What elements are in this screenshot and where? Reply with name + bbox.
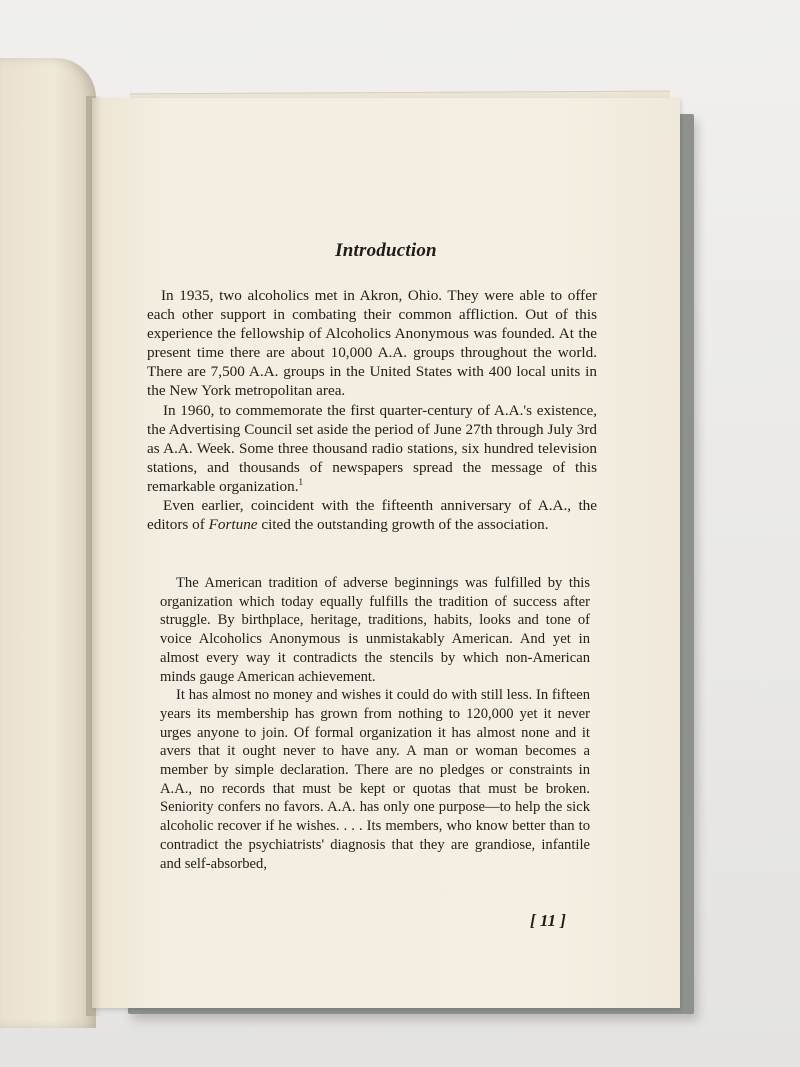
book-gutter [86,96,102,1016]
body-paragraph-3-start: Even earlier, coincident with the fifteenth anniversary of A.A., the editors of [147,497,597,534]
body-paragraph-3 [147,496,597,534]
body-paragraph-2-text: In 1960, to commemorate the first quarter-century of A.A.'s existence, the Advertising Council set aside the period of June 27th through July 3rd as A.A. Week. Some three thousand radio stations, six hundred television stations, and thousands of newspapers spread the message of this remarkable organization. [147,401,597,495]
left-page [0,58,96,1028]
quote-paragraph-2: It has almost no money and wishes it could do with still less. In fifteen years its membership has grown from nothing to 120,000 yet it never urges anyone to join. Of formal organization it has almost none and it avers that it ought never to have any. A man or woman becomes a member by simple declaration. There are no pledges or constraints in A.A., no records that must be kept or quotas that must be broken. Seniority confers no favors. A.A. has only one purpose—to help the sick alcoholic recover if he wishes. . . . Its members, who know better than to contradict the psychiatrists' diagnosis that they are grandiose, infantile and self-absorbed, [160,687,590,872]
introduction-body [147,286,597,534]
body-paragraph-2 [147,401,597,496]
body-paragraph-3-end: cited the outstanding growth of the association. [257,516,549,534]
quote-paragraph-1: The American tradition of adverse beginnings was fulfilled by this organization which today equally fulfills the tradition of success after struggle. By birthplace, heritage, traditions, habits, looks and tone of voice Alcoholics Anonymous is unmistakably American. And yet in almost every way it contradicts the stencils by which non-American minds gauge American achievement. [160,575,590,685]
chapter-title: Introduction [335,240,437,261]
body-paragraph-1: In 1935, two alcoholics met in Akron, Ohio. They were able to offer each other support in combating their common affliction. Out of this experience the fellowship of Alcoholics Anonymous was founded. At the present time there are about 10,000 A.A. groups throughout the world. There are 7,500 A.A. groups in the United States with 400 local units in the New York metropolitan area. [147,287,597,400]
block-quote [160,574,590,873]
footnote-marker: 1 [298,476,304,487]
publication-title: Fortune [208,516,258,534]
page-number: [ 11 ] [530,911,566,930]
